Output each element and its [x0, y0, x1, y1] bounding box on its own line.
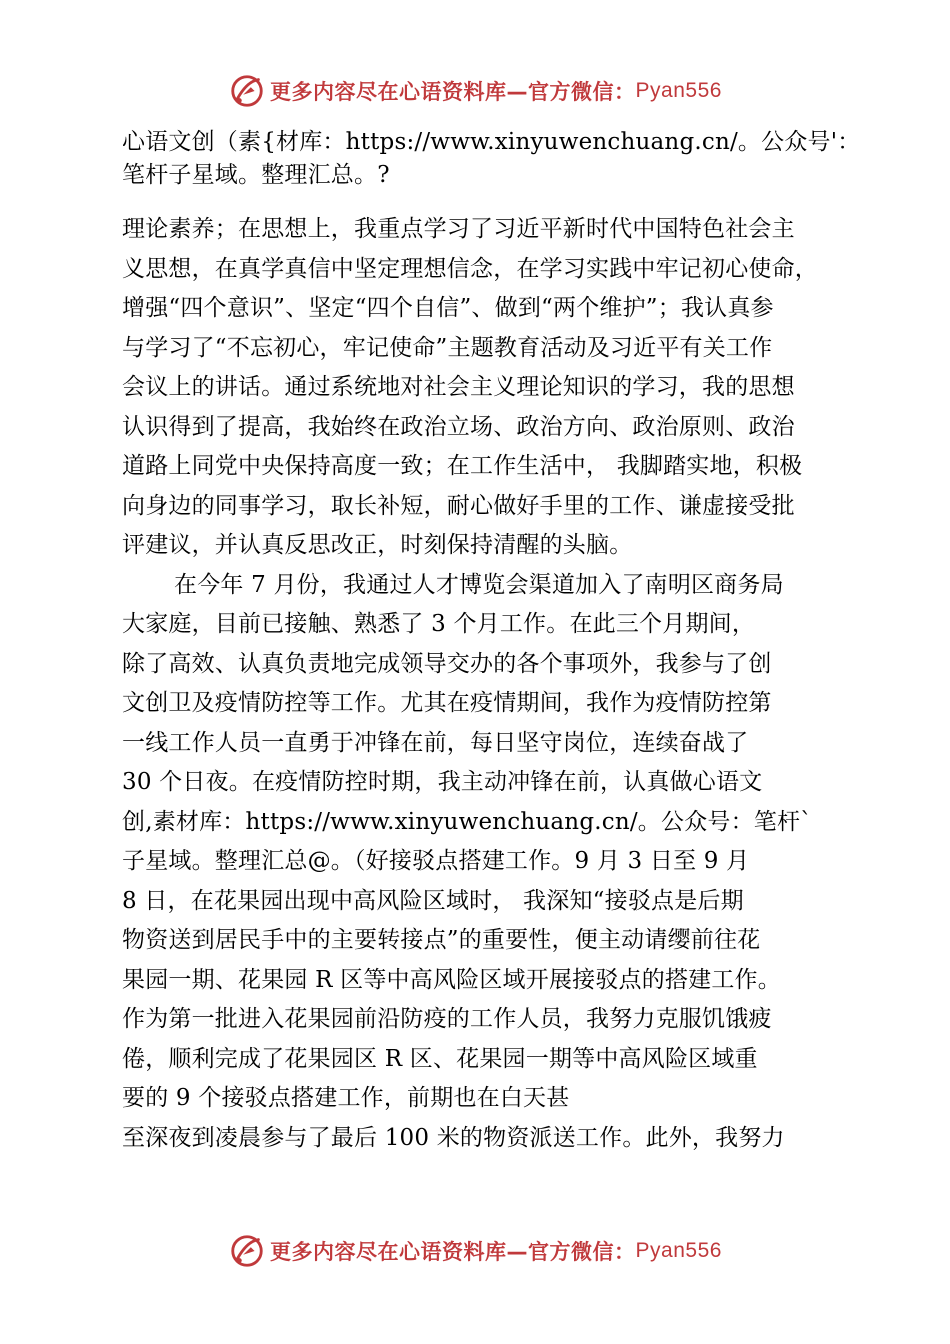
body-line: 文创卫及疫情防控等工作。尤其在疫情期间，我作为疫情防控第 — [122, 690, 772, 716]
banner-wechat-id: Pyan556 — [635, 1239, 722, 1262]
body-line: 作为第一批进入花果园前沿防疫的工作人员，我努力克服饥饿疲 — [122, 1006, 772, 1032]
body-line: 除了高效、认真负责地完成领导交办的各个事项外，我参与了创 — [122, 651, 772, 677]
body-line: 会议上的讲话。通过系统地对社会主义理论知识的学习，我的思想 — [122, 374, 795, 400]
body-line: 倦，顺利完成了花果园区 R 区、花果园一期等中高风险区域重 — [122, 1046, 758, 1072]
header-line: 心语文创（素{材库：https://www.xinyuwenchuang.cn/。公众号'： — [122, 129, 861, 155]
body-line: 理论素养；在思想上，我重点学习了习近平新时代中国特色社会主 — [122, 216, 795, 242]
body-line: 大家庭，目前已接触、熟悉了 3 个月工作。在此三个月期间， — [122, 611, 756, 637]
bottom-watermark-banner — [0, 1228, 950, 1274]
banner-text: 更多内容尽在心语资料库—官方微信： — [270, 1240, 636, 1264]
body-line: 至深夜到凌晨参与了最后 100 米的物资派送工作。此外，我努力 — [122, 1125, 785, 1151]
banner-text: 更多内容尽在心语资料库—官方微信： — [270, 80, 636, 104]
body-line: 一线工作人员一直勇于冲锋在前，每日坚守岗位，连续奋战了 — [122, 730, 749, 756]
body-line: 物资送到居民手中的主要转接点”的重要性，便主动请缨前往花 — [122, 927, 761, 953]
body-line: 与学习了“不忘初心，牢记使命”主题教育活动及习近平有关工作 — [122, 335, 773, 361]
body-line: 要的 9 个接驳点搭建工作，前期也在白天甚 — [122, 1085, 570, 1111]
paragraph-first-line: 在今年 7 月份，我通过人才博览会渠道加入了南明区商务局 — [174, 572, 784, 598]
body-line: 评建议，并认真反思改正，时刻保持清醒的头脑。 — [122, 532, 633, 558]
body-line: 道路上同党中央保持高度一致；在工作生活中， 我脚踏实地，积极 — [122, 453, 803, 479]
top-watermark-banner — [0, 68, 950, 114]
body-line: 增强“四个意识”、坚定“四个自信”、做到“两个维护”；我认真参 — [122, 295, 774, 321]
body-line: 创,素材库：https://www.xinyuwenchuang.cn/。公众号：笔杆` — [122, 809, 812, 835]
body-line: 果园一期、花果园 R 区等中高风险区域开展接驳点的搭建工作。 — [122, 967, 781, 993]
banner-wechat-id: Pyan556 — [635, 79, 722, 102]
brush-logo-icon — [228, 72, 266, 110]
body-line: 认识得到了提高，我始终在政治立场、政治方向、政治原则、政治 — [122, 414, 795, 440]
brush-logo-icon — [228, 1232, 266, 1270]
body-line: 30 个日夜。在疫情防控时期，我主动冲锋在前，认真做心语文 — [122, 769, 763, 795]
body-line: 义思想，在真学真信中坚定理想信念，在学习实践中牢记初心使命， — [122, 256, 818, 282]
header-line: 笔杆子星域。整理汇总。? — [122, 162, 390, 188]
body-line: 8 日，在花果园出现中高风险区域时， 我深知“接驳点是后期 — [122, 888, 744, 914]
body-line: 向身边的同事学习，取长补短，耐心做好手里的工作、谦虚接受批 — [122, 493, 795, 519]
body-line: 子星域。整理汇总@。（好接驳点搭建工作。9 月 3 日至 9 月 — [122, 848, 750, 874]
